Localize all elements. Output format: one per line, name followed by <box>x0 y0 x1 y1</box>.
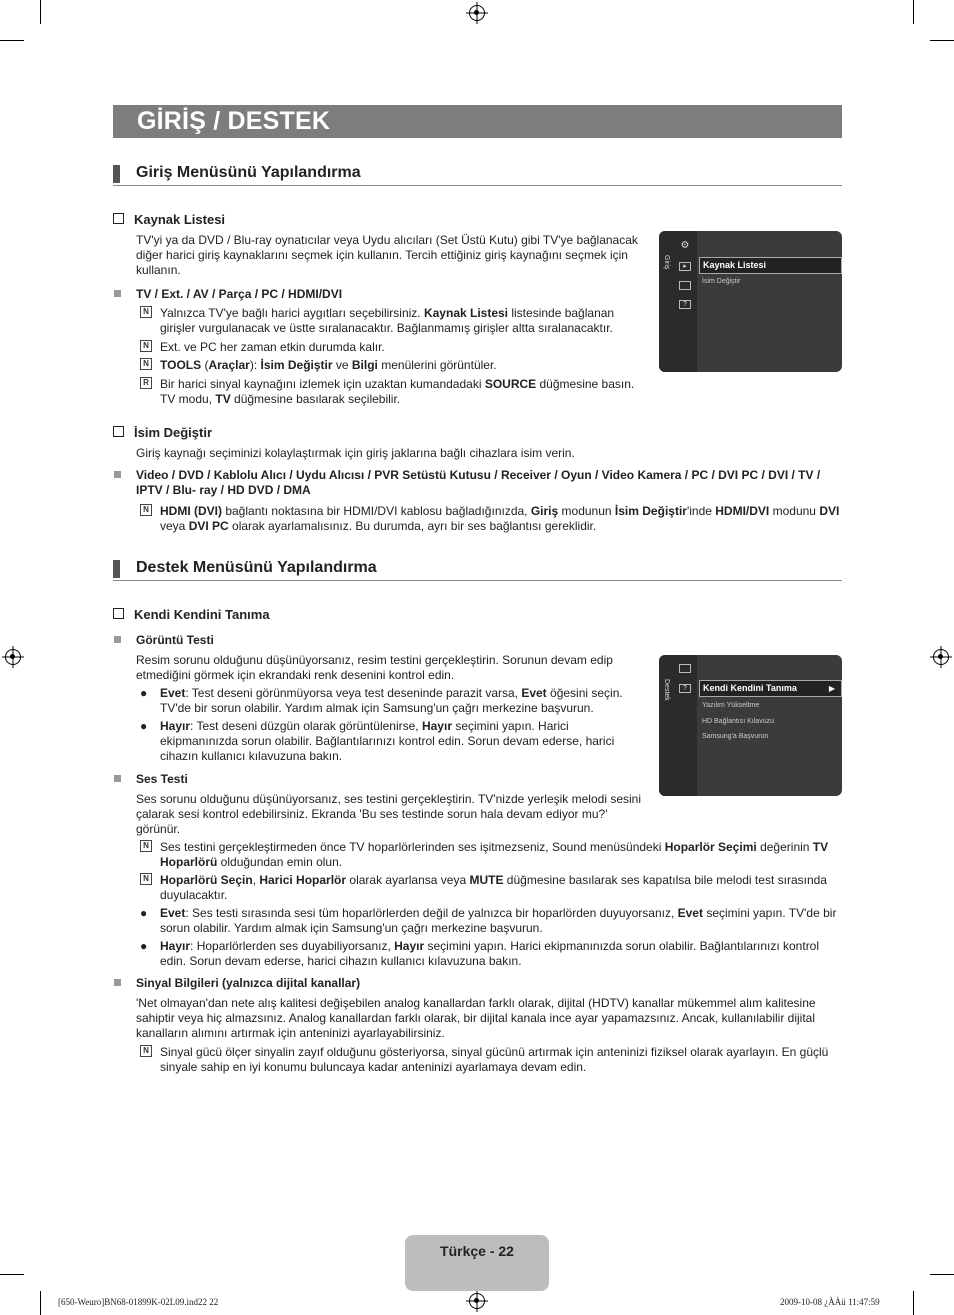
registration-mark-icon <box>5 649 21 665</box>
note-icon: N <box>140 358 152 370</box>
section-header-destek <box>113 558 842 581</box>
section-marker <box>113 165 120 183</box>
kaynak-note-4: R Bir harici sinyal kaynağını izlemek için uzaktan kumandadaki SOURCE düğmesine basın. TV modu, TV düğmesine basılarak seçilebilir. <box>160 377 650 407</box>
square-bullet-icon <box>114 471 121 478</box>
menu-item: HD Bağlantısı Kılavuzu <box>702 718 774 725</box>
section-header-giris <box>113 163 842 186</box>
print-slug-left: [650-Weuro]BN68-01899K-02L09.ind22 22 <box>58 1297 219 1307</box>
bullet-icon: ● <box>140 939 148 953</box>
subheading-isim-degistir: İsim Değiştir <box>113 425 212 440</box>
support-icon: ? <box>679 300 691 309</box>
menu-item: İsim Değiştir <box>702 278 741 285</box>
gear-icon: ⚙ <box>680 240 690 251</box>
note-icon: N <box>140 306 152 318</box>
page-number-tab <box>405 1235 549 1291</box>
section-title: Giriş Menüsünü Yapılandırma <box>136 164 361 181</box>
crop-mark <box>40 1291 41 1315</box>
registration-mark-icon <box>469 1293 485 1309</box>
goruntu-paragraph: Resim sorunu olduğunu düşünüyorsanız, resim testini gerçekleştirin. Sorunun devam edip etmediğini görmek için ekrandaki renk desenini kontrol edin. <box>136 653 613 682</box>
checkbox-bullet-icon <box>113 213 124 224</box>
page-number: Türkçe - 22 <box>440 1243 514 1259</box>
tv-menu-destek <box>659 655 842 796</box>
kaynak-paragraph: TV'yi ya da DVD / Blu-ray oynatıcılar veya Uydu alıcıları (Set Üstü Kutu) gibi TV'ye bağlanacak diğer harici giriş kaynaklarını seçmek için kullanın. Tercih ettiğiniz giriş kaynağını seçmek için kullanın. <box>136 233 638 277</box>
support-icon: ? <box>679 684 691 693</box>
note-icon: N <box>140 840 152 852</box>
square-bullet-icon <box>114 979 121 986</box>
menu-vertical-label: Destek <box>663 679 670 701</box>
square-bullet-icon <box>114 290 121 297</box>
application-icon <box>679 281 691 290</box>
remote-note-icon: R <box>140 377 152 389</box>
input-icon: ▸ <box>679 262 691 271</box>
page-banner <box>113 105 842 138</box>
ses-bullet-hayir: ● Hayır: Hoparlörlerden ses duyabiliyorsanız, Hayır seçimini yapın. Harici ekipmanınızda sorun olabilir. Bağlantılarınızı kontrol edin. Sorun devam ederse, harici cihazın kullanıcı kılavuzuna bakın. <box>140 939 820 968</box>
menu-vertical-label: Giriş <box>663 255 670 270</box>
registration-mark-icon <box>933 649 949 665</box>
ses-note-2: N Hoparlörü Seçin, Harici Hoparlör olarak ayarlansa veya MUTE düğmesine basılarak ses kapatılsa bile melodi test sırasında duyulacaktır. <box>160 873 842 903</box>
crop-mark <box>913 0 914 24</box>
goruntu-bullet-hayir: ● Hayır: Test deseni düzgün olarak görüntülenirse, Hayır seçimini yapın. Harici ekipmanınızda sorun olabilir. Bağlantılarınızı kontrol edin. Sorun devam ederse, harici cihazın kullanıcı kılavuzuna bakın. <box>140 719 615 763</box>
kaynak-note-3: N TOOLS (Araçlar): İsim Değiştir ve Bilgi menülerini görüntüler. <box>160 358 650 373</box>
bullet-icon: ● <box>140 686 148 700</box>
section-marker <box>113 560 120 578</box>
sinyal-note-1: N Sinyal gücü ölçer sinyalin zayıf olduğunu gösteriyorsa, sinyal gücünü artırmak için anteninizi fiziksel olarak ayarlayın. En güçlü sinyale sahip en iyi konumu buluncaya kadar anteninizi ayarlamaya devam edin. <box>160 1045 842 1075</box>
menu-selected-item: Kaynak Listesi <box>699 257 842 274</box>
section-title: Destek Menüsünü Yapılandırma <box>136 559 377 576</box>
kaynak-options: TV / Ext. / AV / Parça / PC / HDMI/DVI <box>136 287 651 302</box>
ses-testi-heading: Ses Testi <box>136 772 636 787</box>
isim-options: Video / DVD / Kablolu Alıcı / Uydu Alıcısı / PVR Setüstü Kutusu / Receiver / Oyun / Video Kamera / PC / DVI PC / DVI / TV / IPTV / Blu- ray / HD DVD / DMA <box>136 468 841 498</box>
kaynak-note-1: N Yalnızca TV'ye bağlı harici aygıtları seçebilirsiniz. Kaynak Listesi listesinde bağlanan girişler vurgulanacak ve üstte sıralanacaktır. Bağlanmamış girişler altta sıralanacaktır. <box>160 306 650 336</box>
sinyal-paragraph: 'Net olmayan'dan nete alış kalitesi değişebilen analog kanallardan farklı olarak, dijital (HDTV) kanallar mükemmel alım kalitesine sahiptir veya hiç almazsınız. Analog kanallardan farklı olarak, bir dijital kanala ince ayar yapamazsınız. Ancak, kullanılabilir dijital kanalların alımını artırmak için anteninizi ayarlayabilirsiniz. <box>136 996 816 1040</box>
isim-paragraph: Giriş kaynağı seçiminizi kolaylaştırmak için giriş jaklarına bağlı cihazlara isim verin. <box>136 446 575 460</box>
goruntu-testi-heading: Görüntü Testi <box>136 633 636 648</box>
ses-note-1: N Ses testini gerçekleştirmeden önce TV hoparlörlerinden ses işitmezseniz, Sound menüsündeki Hoparlör Seçimi değerinin TV Hoparlörü olduğundan emin olun. <box>160 840 842 870</box>
note-icon: N <box>140 504 152 516</box>
menu-sidebar <box>659 231 697 372</box>
note-icon: N <box>140 1045 152 1057</box>
square-bullet-icon <box>114 775 121 782</box>
checkbox-bullet-icon <box>113 426 124 437</box>
registration-mark-icon <box>469 5 485 21</box>
print-slug-right: 2009-10-08 ¿ÀÀü 11:47:59 <box>780 1297 880 1307</box>
menu-selected-item: Kendi Kendini Tanıma ▶ <box>699 680 842 697</box>
note-icon: N <box>140 873 152 885</box>
crop-mark <box>0 40 24 41</box>
arrow-right-icon: ▶ <box>828 684 835 693</box>
application-icon <box>679 664 691 673</box>
ses-paragraph: Ses sorunu olduğunu düşünüyorsanız, ses testini gerçekleştirin. TV'nizde yerleşik melodi sesini çalarak sesi kontrol edebilirsiniz. Ekranda 'Bu ses testinde sorun hala devam ediyor mu?' görünür. <box>136 792 641 836</box>
subheading-kendi-kendini-tanima: Kendi Kendini Tanıma <box>113 607 270 622</box>
sinyal-heading: Sinyal Bilgileri (yalnızca dijital kanallar) <box>136 976 836 991</box>
menu-sidebar <box>659 655 697 796</box>
subheading-kaynak-listesi: Kaynak Listesi <box>113 212 225 227</box>
isim-note-1: N HDMI (DVI) bağlantı noktasına bir HDMI/DVI kablosu bağladığınızda, Giriş modunun İsim Değiştir'inde HDMI/DVI modunu DVI veya DVI PC olarak ayarlamalısınız. Bu durumda, ayrı bir ses bağlantısı gereklidir. <box>160 504 841 534</box>
menu-item: Samsung'a Başvurun <box>702 733 769 740</box>
goruntu-bullet-evet: ● Evet: Test deseni görünmüyorsa veya test deseninde parazit varsa, Evet öğesini seçin. TV'de bir sorun olabilir. Yardım almak için Samsung'un çağrı merkezine başvurun. <box>140 686 623 715</box>
crop-mark <box>913 1291 914 1315</box>
note-icon: N <box>140 340 152 352</box>
checkbox-bullet-icon <box>113 608 124 619</box>
crop-mark <box>930 40 954 41</box>
ses-bullet-evet: ● Evet: Ses testi sırasında sesi tüm hoparlörlerden değil de yalnızca bir hoparlörden duyuyorsanız, Evet seçimini yapın. TV'de bir sorun olabilir. Yardım almak için Samsung'un çağrı merkezine başvurun. <box>140 906 837 935</box>
menu-item: Yazılım Yükseltme <box>702 702 760 709</box>
square-bullet-icon <box>114 636 121 643</box>
crop-mark <box>930 1274 954 1275</box>
kaynak-note-2: N Ext. ve PC her zaman etkin durumda kalır. <box>160 340 650 355</box>
bullet-icon: ● <box>140 906 148 920</box>
crop-mark <box>40 0 41 24</box>
bullet-icon: ● <box>140 719 148 733</box>
tv-menu-giris <box>659 231 842 372</box>
page-title: GİRİŞ / DESTEK <box>137 107 331 135</box>
crop-mark <box>0 1274 24 1275</box>
